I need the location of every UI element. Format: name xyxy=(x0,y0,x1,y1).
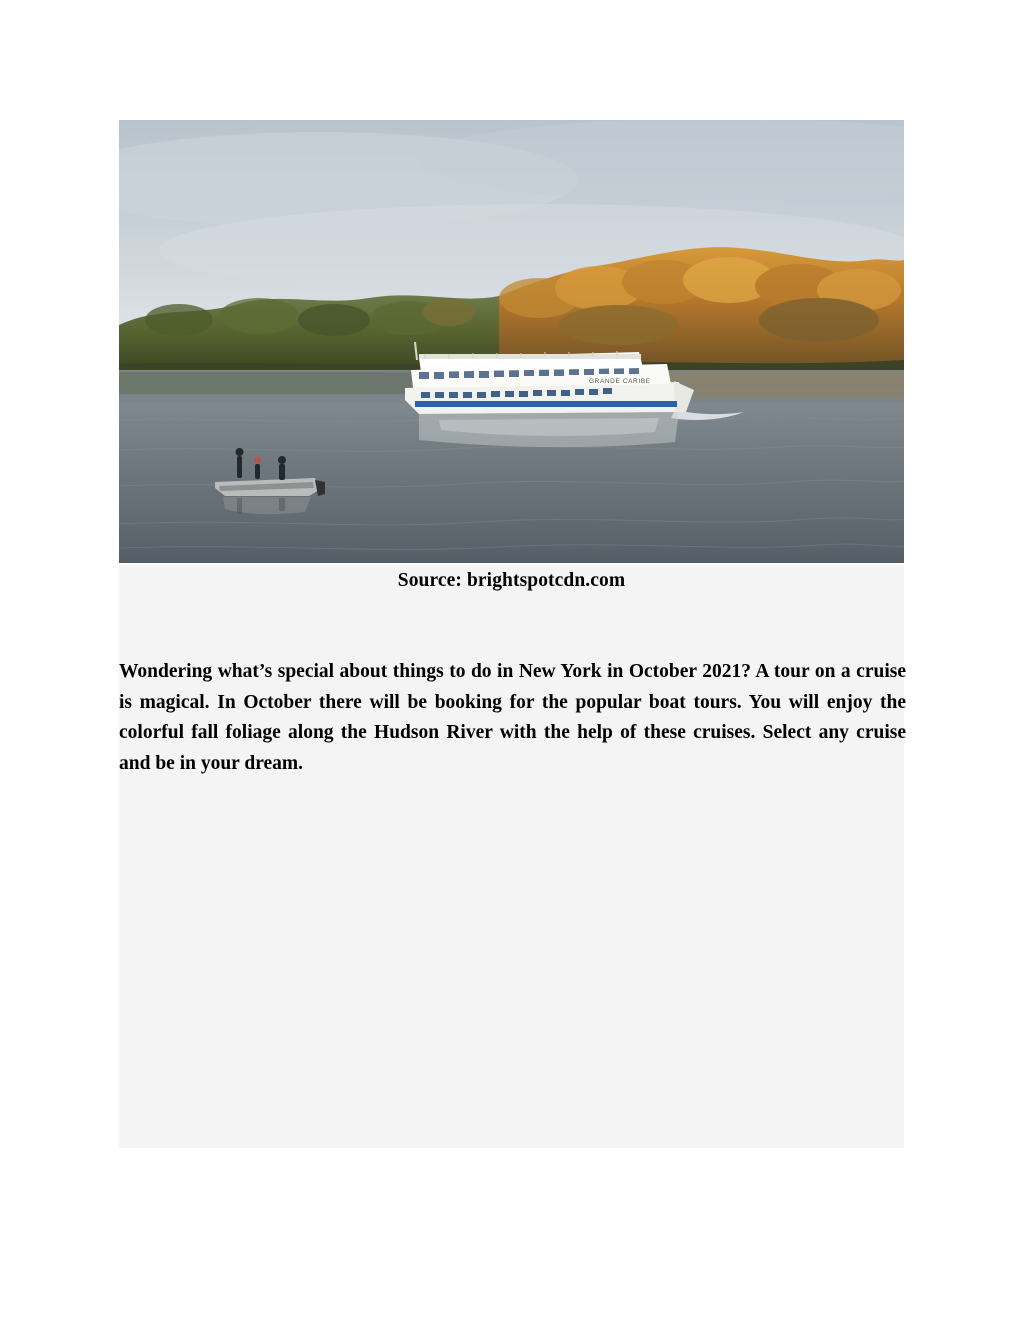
content-background xyxy=(119,565,904,1148)
paragraph-text: Wondering what’s special about things to do in New York in October 2021? A tour on a cruise is magical. In October there will be booking for the popular boat tours. You will enjoy the colorful fall foliage along the Hudson River with the help of these cruises. Select any cruise and be in your dream. xyxy=(119,661,906,774)
body-paragraph xyxy=(119,657,906,779)
river-cruise-illustration xyxy=(119,120,904,563)
figure-caption: Source: brightspotcdn.com xyxy=(397,570,626,591)
figure-image xyxy=(119,120,904,563)
svg-text:GRANDE CARIBE: GRANDE CARIBE xyxy=(589,378,651,385)
